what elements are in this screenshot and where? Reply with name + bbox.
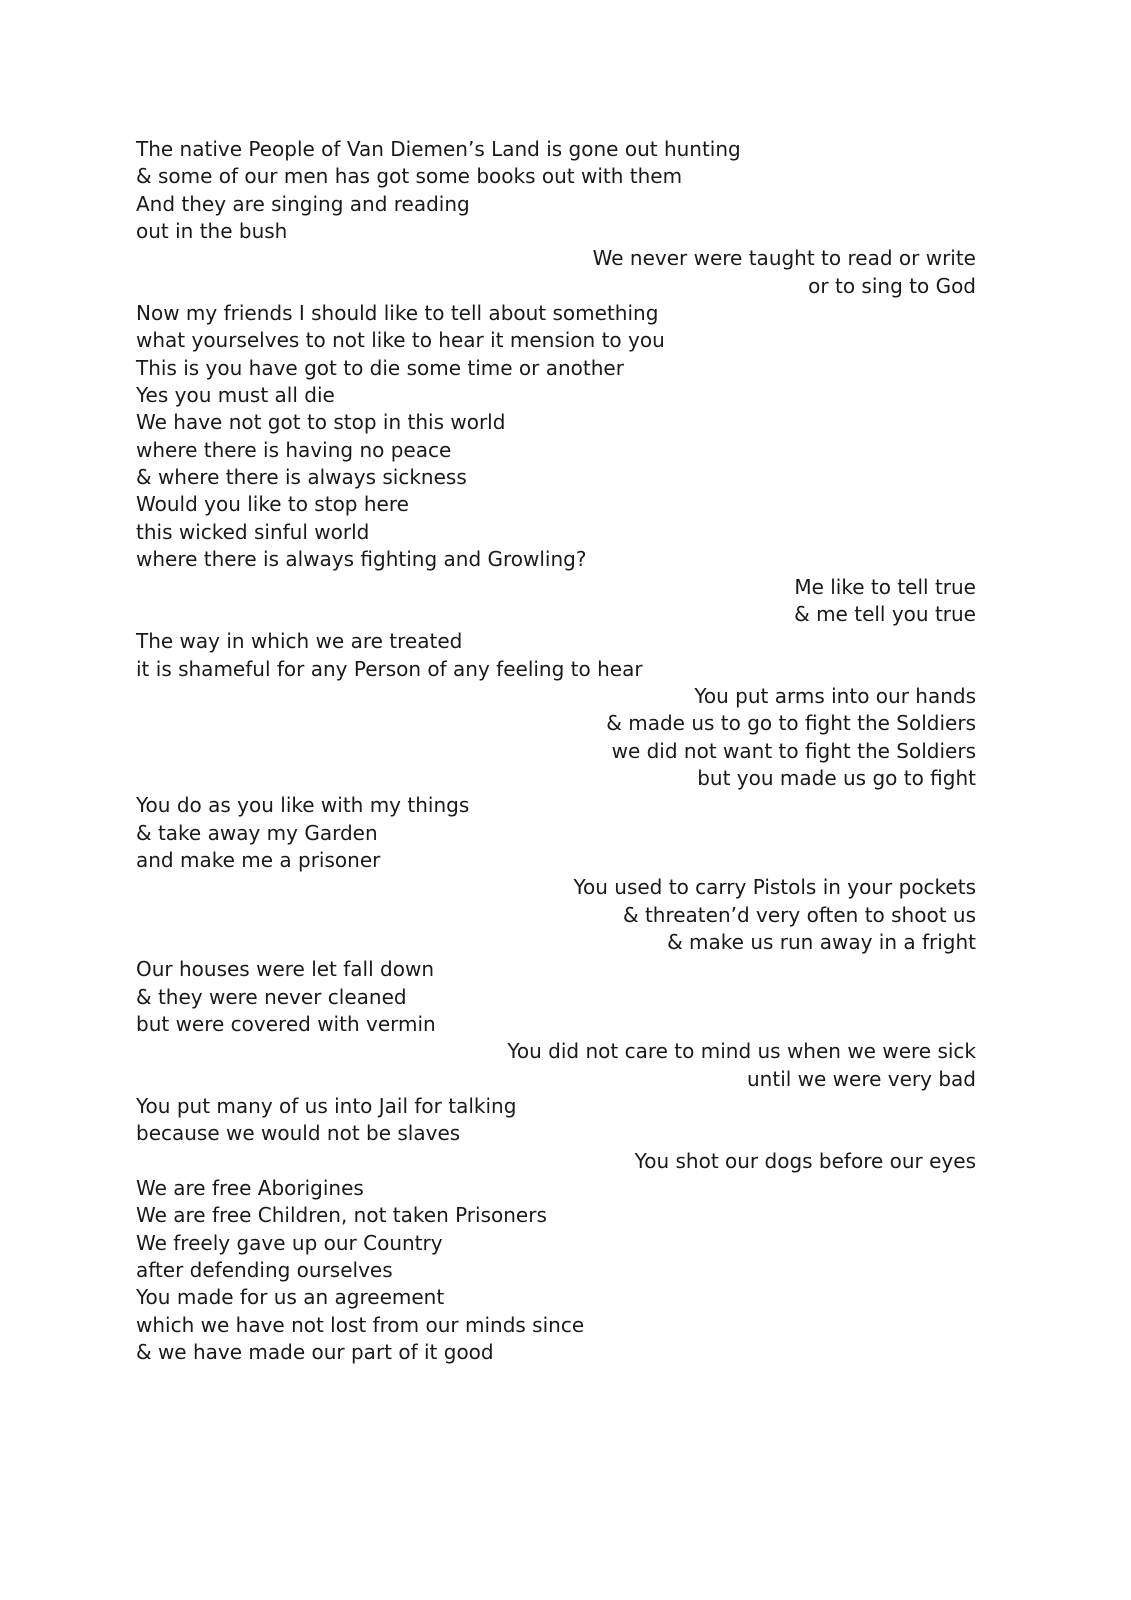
poem-line: & threaten’d very often to shoot us [622,902,976,927]
poem-line: We have not got to stop in this world [136,410,506,435]
poem-line: where there is having no peace [136,437,452,462]
poem-line: And they are singing and reading [136,191,470,216]
poem-line: because we would not be slaves [136,1121,461,1146]
poem-line: & we have made our part of it good [136,1340,494,1365]
poem-line: where there is always fighting and Growling? [136,547,587,572]
poem-line: but were covered with vermin [136,1012,436,1036]
poem-line: we did not want to fight the Soldiers [611,738,976,763]
poem-line: & where there is always sickness [136,465,467,490]
poem-line: We never were taught to read or write [592,246,976,271]
poem-line: & make us run away in a fright [667,929,976,954]
poem-line: The native People of Van Diemen’s Land is gone out hunting [136,137,741,161]
poem-line: Me like to tell true [794,574,976,599]
poem-line: after defending ourselves [136,1258,393,1283]
poem-line: & take away my Garden [136,820,378,845]
poem-line: We are free Children, not taken Prisoners [136,1203,547,1228]
poem-line: & some of our men has got some books out with them [136,164,683,189]
poem-line: but you made us go to fight [697,765,976,790]
poem-line: or to sing to God [808,273,976,298]
poem-line: The way in which we are treated [136,629,463,654]
poem-line: You made for us an agreement [136,1285,445,1310]
poem-text [136,136,976,1366]
poem-line: You do as you like with my things [136,793,470,818]
poem-line: You put arms into our hands [694,683,976,708]
poem-line: this wicked sinful world [136,519,370,544]
poem-line: We are free Aborigines [136,1176,364,1201]
poem-line: it is shameful for any Person of any feeling to hear [136,656,643,681]
poem-line: You did not care to mind us when we were sick [507,1039,976,1064]
poem-line: You used to carry Pistols in your pockets [573,875,976,900]
poem-line: Yes you must all die [136,383,335,408]
poem-line: which we have not lost from our minds since [136,1312,585,1337]
poem-line: You shot our dogs before our eyes [634,1148,976,1173]
poem-line: out in the bush [136,219,288,244]
poem-line: You put many of us into Jail for talking [136,1094,517,1119]
poem-line: We freely gave up our Country [136,1230,443,1255]
poem-line: what yourselves to not like to hear it mension to you [136,328,665,353]
poem-line: & me tell you true [794,601,976,626]
poem-line: Our houses were let fall down [136,957,434,982]
poem-line: until we were very bad [747,1066,976,1091]
poem-line: & they were never cleaned [136,984,407,1009]
poem-line: Now my friends I should like to tell about something [136,301,659,326]
poem-line: Would you like to stop here [136,492,409,517]
poem-line: This is you have got to die some time or another [136,355,624,380]
poem-line: & made us to go to fight the Soldiers [606,711,976,736]
poem-line: and make me a prisoner [136,847,381,872]
